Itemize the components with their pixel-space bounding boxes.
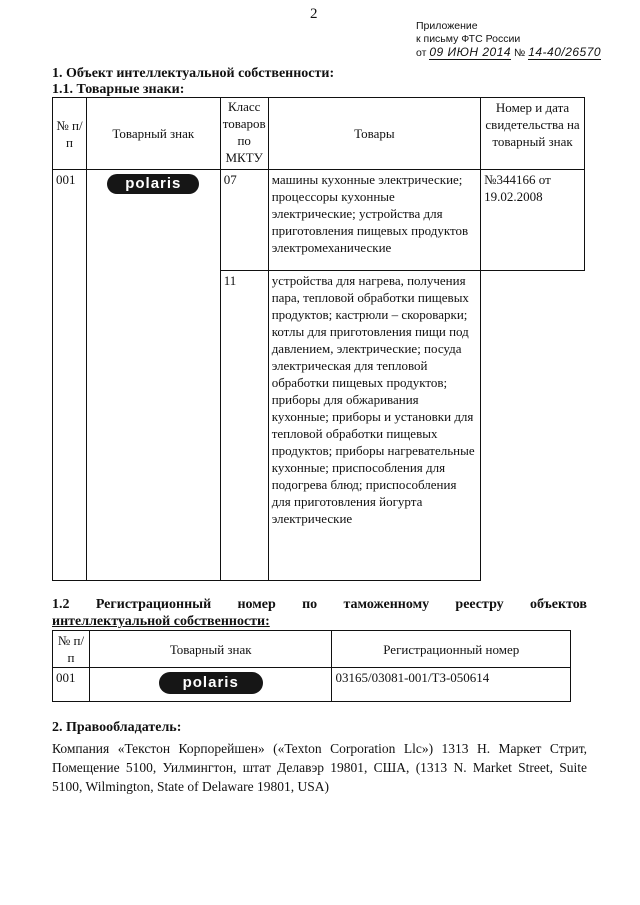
header-num: № п/п	[53, 631, 90, 668]
appendix-number: 14-40/26570	[528, 45, 602, 59]
section1-subtitle: 1.1. Товарные знаки:	[52, 82, 185, 97]
header-class: Класс товаров по МКТУ	[220, 98, 268, 170]
appendix-date: 09 ИЮН 2014	[429, 45, 512, 59]
header-cert: Номер и дата свидетельства на товарный знак	[481, 98, 585, 170]
row-num: 001	[53, 668, 90, 702]
certificate-continuation	[481, 271, 585, 581]
header-mark: Товарный знак	[86, 98, 220, 170]
section12-title-line2: интеллектуальной собственности:	[52, 614, 270, 629]
section12-title-line1: 1.2 Регистрационный номер по таможенному реестру объектов	[52, 597, 587, 612]
goods-11: устройства для нагрева, получения пара, тепловой обработки пищевых продуктов; кастрюли – скороварки; котлы для приготовления пищи под давлением, электрические; посуда электрическая для тепловой обработки пищевых продуктов; приборы для обжаривания кухонные; приборы и установки для тепловой обработки пищевых продуктов; приборы нагревательные кухонные; приспособления для подогрева блюд; приспособления для приготовления йогурта электрические	[268, 271, 480, 581]
registry-table	[52, 630, 571, 702]
table-row	[53, 170, 585, 271]
section2-body: Компания «Текстон Корпорейшен» («Texton Corporation Llc») 1313 Н. Маркет Стрит, Помещение 5100, Уилмингтон, штат Делавэр 19801, США, (1313 N. Market Street, Suite 5100, Wilmington, State of Delaware 19801, USA)	[52, 741, 587, 794]
trademark-cell	[86, 170, 220, 581]
appendix-number-prefix: №	[514, 47, 526, 59]
table-header-row	[53, 631, 571, 668]
polaris-logo: polaris	[159, 672, 263, 694]
appendix-date-prefix: от	[416, 47, 427, 59]
trademarks-table	[52, 97, 585, 581]
registration-number: 03165/03081-001/ТЗ-050614	[332, 668, 571, 702]
appendix-line2: к письму ФТС России	[416, 33, 521, 45]
page-number: 2	[310, 6, 318, 22]
section2-title: 2. Правообладатель:	[52, 720, 182, 735]
class-07: 07	[220, 170, 268, 271]
table-header-row	[53, 98, 585, 170]
header-reg: Регистрационный номер	[332, 631, 571, 668]
appendix-line3	[416, 46, 601, 60]
header-mark: Товарный знак	[89, 631, 332, 668]
class-11: 11	[220, 271, 268, 581]
certificate: №344166 от 19.02.2008	[481, 170, 585, 271]
appendix-stamp	[416, 20, 601, 60]
header-num: № п/п	[53, 98, 87, 170]
row-num: 001	[53, 170, 87, 581]
polaris-logo: polaris	[107, 174, 199, 194]
header-goods: Товары	[268, 98, 480, 170]
section1-title: 1. Объект интеллектуальной собственности:	[52, 66, 335, 81]
appendix-line1: Приложение	[416, 20, 478, 32]
goods-07: машины кухонные электрические; процессоры кухонные электрические; устройства для приготовления пищевых продуктов электромеханические	[268, 170, 480, 271]
trademark-cell	[89, 668, 332, 702]
table-row	[53, 668, 571, 702]
